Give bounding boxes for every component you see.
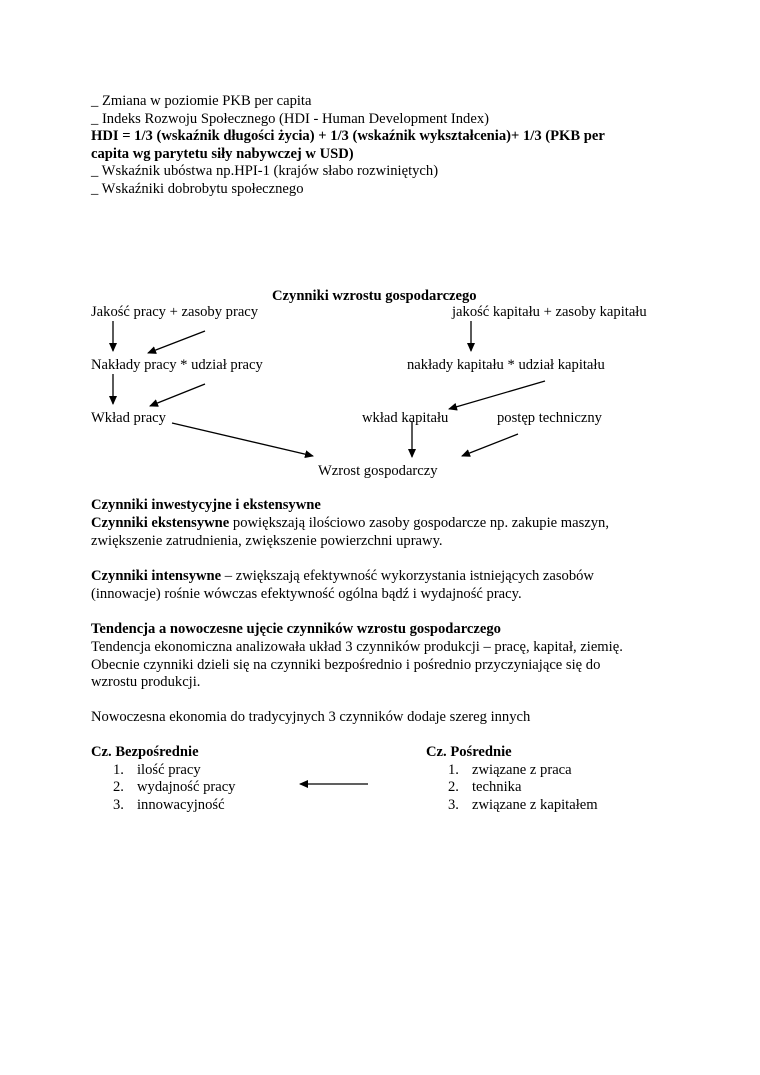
arrow-progress-to-growth <box>462 434 518 456</box>
intensive-text-2: (innowacje) rośnie wówczas efektywność ogólna bądź i wydajność pracy. <box>91 586 522 602</box>
indirect-item-num: 1. <box>448 762 459 778</box>
indirect-item-num: 3. <box>448 797 459 813</box>
intro-line-poverty: _ Wskaźnik ubóstwa np.HPI-1 (krajów słabo rozwiniętych) <box>91 163 439 179</box>
indirect-item-num: 2. <box>448 779 459 795</box>
node-capital-inputs: nakłady kapitału * udział kapitału <box>407 357 605 373</box>
extensive-text-2: zwiększenie zatrudnienia, zwiększenie powierzchni uprawy. <box>91 533 443 549</box>
trend-text-2: Obecnie czynniki dzieli się na czynniki bezpośrednio i pośrednio przyczyniające się do <box>91 657 601 673</box>
trend-text-1: Tendencja ekonomiczna analizowała układ 3 czynników produkcji – pracę, kapitał, ziemię. <box>91 639 623 655</box>
node-labor-quality: Jakość pracy + zasoby pracy <box>91 304 259 320</box>
trend-text-3: wzrostu produkcji. <box>91 674 201 690</box>
indirect-item: związane z kapitałem <box>472 797 598 813</box>
intro-line-gdp: _ Zmiana w poziomie PKB per capita <box>91 93 312 109</box>
intro-line-hdi: _ Indeks Rozwoju Społecznego (HDI - Human Development Index) <box>91 111 489 127</box>
intensive-term: Czynniki intensywne <box>91 568 222 584</box>
extensive-paragraph-line1 <box>91 514 609 532</box>
node-technical-progress: postęp techniczny <box>497 410 602 426</box>
hdi-formula-line1: HDI = 1/3 (wskaźnik długości życia) + 1/3 (wskaźnik wykształcenia)+ 1/3 (PKB per <box>91 128 605 144</box>
arrow-labor-inputs-diag <box>150 384 205 406</box>
extensive-term: Czynniki ekstensywne <box>91 515 230 531</box>
indirect-heading: Cz. Pośrednie <box>426 744 512 760</box>
node-growth: Wzrost gospodarczy <box>318 463 438 479</box>
direct-item: innowacyjność <box>137 797 225 813</box>
node-labor-inputs: Nakłady pracy * udział pracy <box>91 357 263 373</box>
node-labor-contribution: Wkład pracy <box>91 410 166 426</box>
arrow-labor-to-growth <box>172 423 313 456</box>
indirect-item: technika <box>472 779 522 795</box>
arrow-labor-to-inputs-diag <box>148 331 205 353</box>
direct-item-num: 3. <box>113 797 124 813</box>
trend-heading: Tendencja a nowoczesne ujęcie czynników wzrostu gospodarczego <box>91 621 501 637</box>
indirect-item: związane z praca <box>472 762 572 778</box>
direct-item-num: 2. <box>113 779 124 795</box>
node-capital-quality: jakość kapitału + zasoby kapitału <box>452 304 647 320</box>
direct-item: ilość pracy <box>137 762 201 778</box>
direct-item-num: 1. <box>113 762 124 778</box>
modern-text: Nowoczesna ekonomia do tradycyjnych 3 czynników dodaje szereg innych <box>91 709 531 725</box>
direct-item: wydajność pracy <box>137 779 236 795</box>
investment-heading: Czynniki inwestycyjne i ekstensywne <box>91 497 321 513</box>
hdi-formula-line2: capita wg parytetu siły nabywczej w USD) <box>91 146 354 162</box>
intro-line-welfare: _ Wskaźniki dobrobytu społecznego <box>91 181 304 197</box>
node-capital-contribution: wkład kapitału <box>362 410 449 426</box>
intensive-paragraph-line1 <box>91 567 594 585</box>
direct-heading: Cz. Bezpośrednie <box>91 744 199 760</box>
arrow-capital-inputs-diag <box>449 381 545 409</box>
extensive-text-1: powiększają ilościowo zasoby gospodarcze np. zakupie maszyn, <box>229 515 609 531</box>
diagram-title: Czynniki wzrostu gospodarczego <box>272 288 477 304</box>
intensive-text-1: – zwiększają efektywność wykorzystania istniejących zasobów <box>221 568 594 584</box>
